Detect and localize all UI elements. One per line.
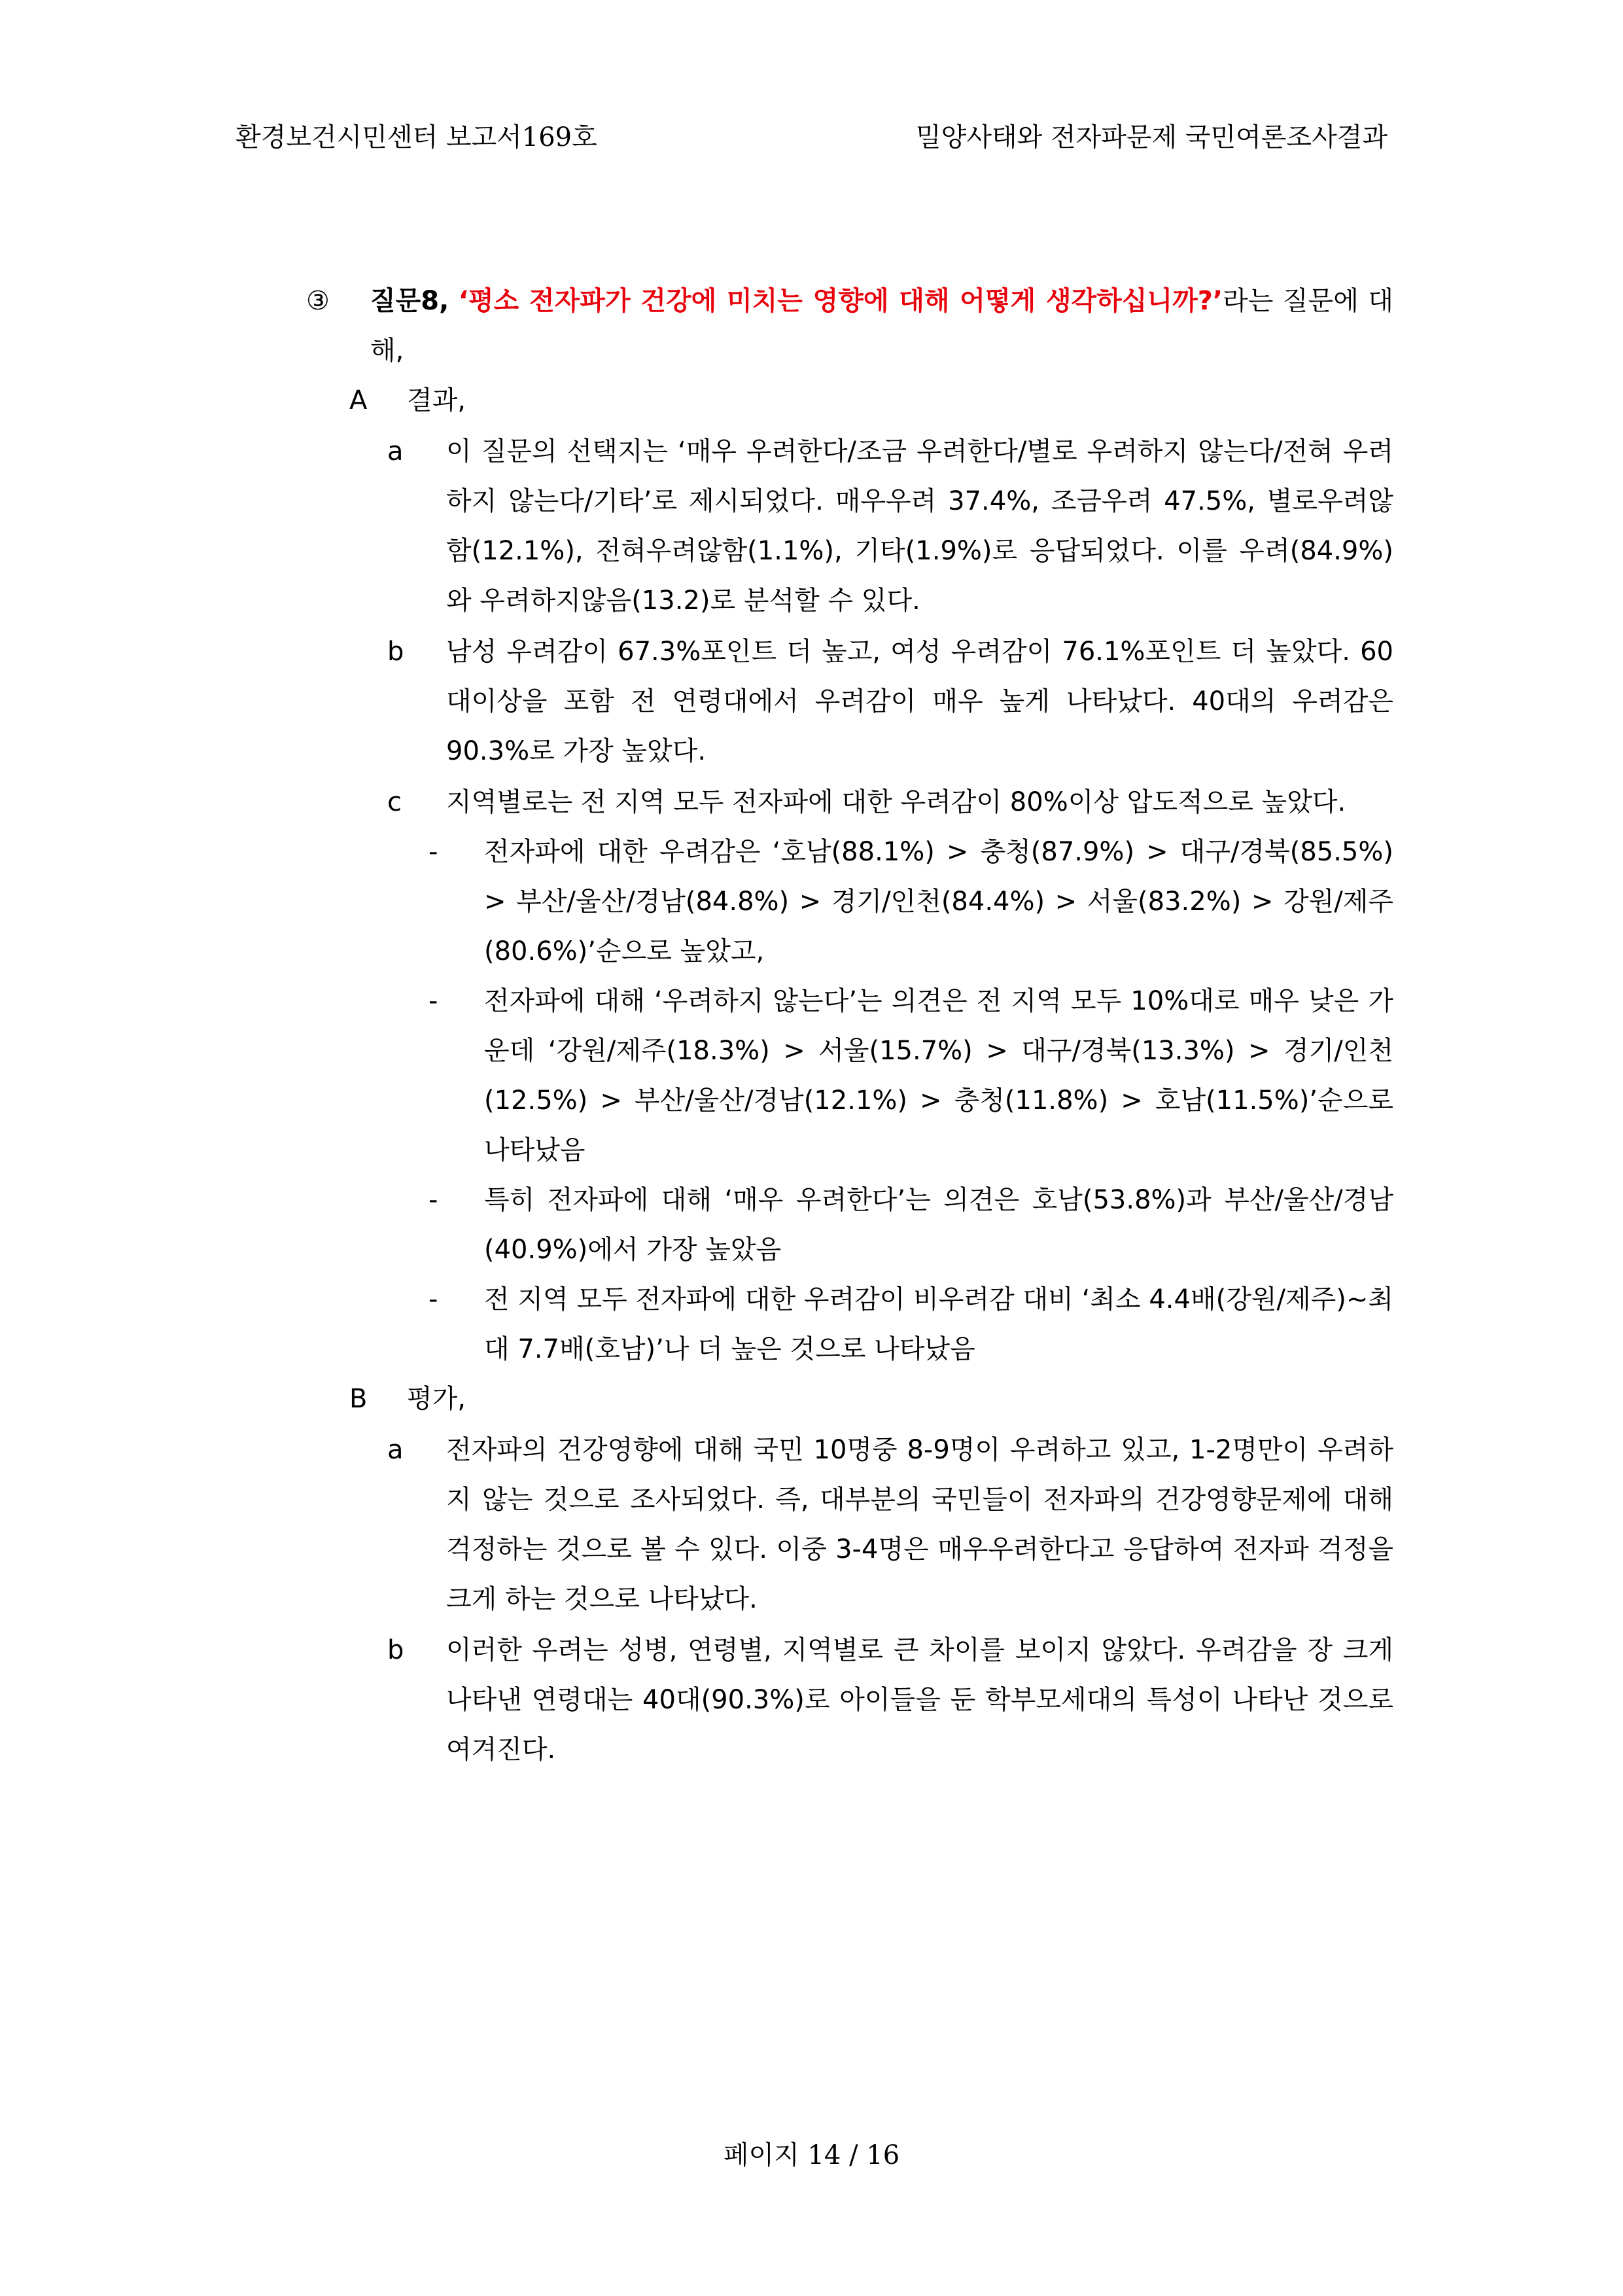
question-marker: ③ bbox=[306, 286, 330, 316]
header-document-title: 밀양사태와 전자파문제 국민여론조사결과 bbox=[916, 122, 1387, 152]
list-item bbox=[0, 1625, 1623, 1775]
list-item bbox=[0, 1425, 1623, 1624]
list-item bbox=[0, 627, 1623, 776]
list-item-text: 지역별로는 전 지역 모두 전자파에 대한 우려감이 80%이상 압도적으로 높았다. bbox=[446, 787, 1346, 817]
question-suffix: 라는 질문에 대해, bbox=[370, 286, 1393, 366]
question-number: 질문8, bbox=[370, 286, 449, 316]
list-item bbox=[0, 777, 1623, 827]
document-body bbox=[0, 276, 1623, 1775]
list-item-marker: b bbox=[387, 637, 404, 667]
page-header bbox=[236, 116, 1387, 156]
page-footer bbox=[0, 2134, 1623, 2172]
list-item-marker: a bbox=[387, 1435, 404, 1465]
dash-item bbox=[0, 1175, 1623, 1275]
list-item-marker: a bbox=[387, 436, 404, 467]
dash-marker: - bbox=[428, 1284, 438, 1315]
dash-marker: - bbox=[428, 986, 438, 1016]
dash-item-text: 전자파에 대해 ‘우려하지 않는다’는 의견은 전 지역 모두 10%대로 매우 낮은 가운데 ‘강원/제주(18.3%) > 서울(15.7%) > 대구/경북(13.3%) > 경기/인천(12.5%) > 부산/울산/경남(12.1%) > 충청(11.8%) > 호남(11.5%)’순으로 나타났음 bbox=[484, 986, 1393, 1165]
list-item-text: 남성 우려감이 67.3%포인트 더 높고, 여성 우려감이 76.1%포인트 더 높았다. 60대이상을 포함 전 연령대에서 우려감이 매우 높게 나타났다. 40대의 우려감은 90.3%로 가장 높았다. bbox=[446, 637, 1393, 766]
list-item-marker: c bbox=[387, 787, 402, 817]
list-item bbox=[0, 427, 1623, 626]
dash-item bbox=[0, 1275, 1623, 1374]
page-number: 페이지 14 / 16 bbox=[723, 2140, 900, 2170]
dash-item-text: 전 지역 모두 전자파에 대한 우려감이 비우려감 대비 ‘최소 4.4배(강원/제주)~최대 7.7배(호남)’나 더 높은 것으로 나타났음 bbox=[484, 1284, 1393, 1364]
section-a-label: 결과, bbox=[407, 385, 466, 415]
section-a-heading bbox=[0, 376, 1623, 425]
section-b-label: 평가, bbox=[407, 1384, 466, 1414]
dash-marker: - bbox=[428, 837, 438, 867]
list-item-marker: b bbox=[387, 1635, 404, 1665]
question-heading bbox=[0, 276, 1623, 376]
dash-item bbox=[0, 976, 1623, 1175]
list-item-text: 이 질문의 선택지는 ‘매우 우려한다/조금 우려한다/별로 우려하지 않는다/전혀 우려하지 않는다/기타’로 제시되었다. 매우우려 37.4%, 조금우려 47.5%, 별로우려않함(12.1%), 전혀우려않함(1.1%), 기타(1.9%)로 응답되었다. 이를 우려(84.9%)와 우려하지않음(13.2)로 분석할 수 있다. bbox=[446, 436, 1393, 616]
dash-item bbox=[0, 827, 1623, 976]
section-b-heading bbox=[0, 1374, 1623, 1424]
section-b-marker: B bbox=[349, 1384, 368, 1414]
dash-item-text: 특히 전자파에 대해 ‘매우 우려한다’는 의견은 호남(53.8%)과 부산/울산/경남(40.9%)에서 가장 높았음 bbox=[484, 1185, 1393, 1265]
list-item-text: 전자파의 건강영향에 대해 국민 10명중 8-9명이 우려하고 있고, 1-2명만이 우려하지 않는 것으로 조사되었다. 즉, 대부분의 국민들이 전자파의 건강영향문제에 대해 걱정하는 것으로 볼 수 있다. 이중 3-4명은 매우우려한다고 응답하여 전자파 걱정을 크게 하는 것으로 나타났다. bbox=[446, 1435, 1393, 1614]
list-item-text: 이러한 우려는 성병, 연령별, 지역별로 큰 차이를 보이지 않았다. 우려감을 장 크게 나타낸 연령대는 40대(90.3%)로 아이들을 둔 학부모세대의 특성이 나타난 것으로 여겨진다. bbox=[446, 1635, 1393, 1765]
dash-item-text: 전자파에 대한 우려감은 ‘호남(88.1%) > 충청(87.9%) > 대구/경북(85.5%) > 부산/울산/경남(84.8%) > 경기/인천(84.4%) > 서울(83.2%) > 강원/제주(80.6%)’순으로 높았고, bbox=[484, 837, 1393, 966]
question-text: ‘평소 전자파가 건강에 미치는 영향에 대해 어떻게 생각하십니까?’ bbox=[458, 286, 1223, 316]
section-a-marker: A bbox=[349, 385, 368, 415]
dash-marker: - bbox=[428, 1185, 438, 1215]
header-report-title: 환경보건시민센터 보고서169호 bbox=[236, 122, 597, 152]
question-text-block bbox=[370, 276, 1393, 376]
